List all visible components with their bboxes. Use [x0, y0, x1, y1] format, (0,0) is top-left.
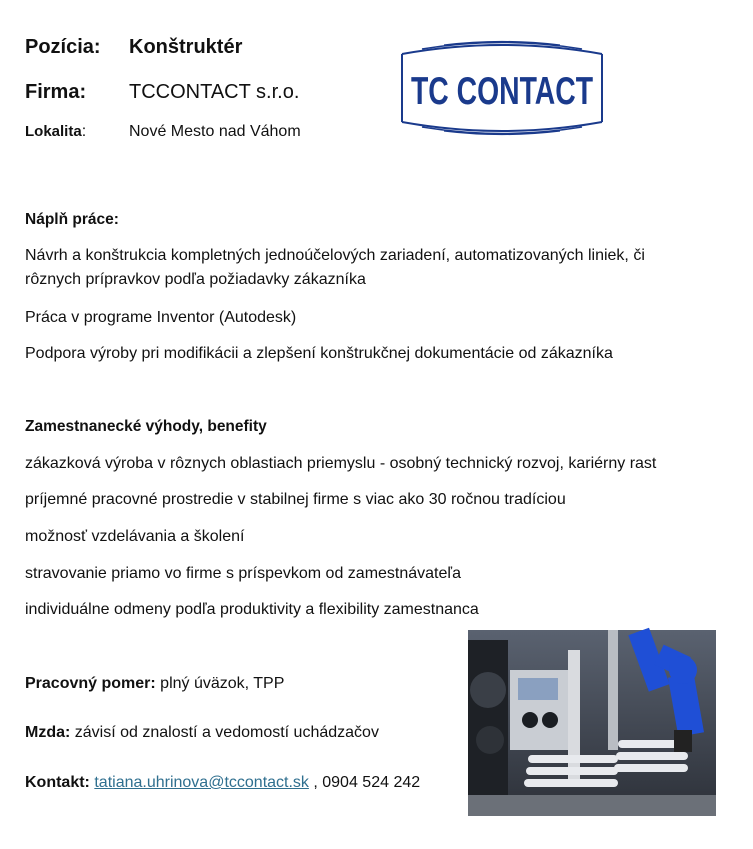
employment-label: Pracovný pomer:: [25, 675, 156, 692]
location-colon: :: [81, 123, 87, 140]
benefit-item: stravovanie priamo vo firme s príspevkom od zamestnávateľa: [25, 565, 461, 582]
job-item: Práca v programe Inventor (Autodesk): [25, 309, 297, 326]
contact-email-link[interactable]: tatiana.uhrinova@tccontact.sk: [94, 774, 309, 791]
company-label: Firma:: [25, 81, 87, 103]
company-logo: [400, 40, 604, 136]
employment-row: [25, 672, 284, 696]
location-value: Nové Mesto nad Váhom: [129, 123, 301, 140]
job-item: rôznych prípravkov podľa požiadavky zákazníka: [25, 271, 366, 288]
position-label: Pozícia:: [25, 36, 101, 58]
benefit-item: možnosť vzdelávania a školení: [25, 528, 245, 545]
employment-value: plný úväzok, TPP: [155, 675, 285, 692]
benefit-item: príjemné pracovné prostredie v stabilnej firme s viac ako 30 ročnou tradíciou: [25, 491, 566, 508]
position-value: Konštruktér: [129, 36, 243, 58]
contact-row: [25, 771, 420, 795]
location-row: [25, 123, 86, 141]
company-value: TCCONTACT s.r.o.: [129, 81, 300, 103]
benefit-item: zákazková výroba v rôznych oblastiach priemyslu - osobný technický rozvoj, kariérny rast: [25, 455, 657, 472]
logo-text: TC CONTACT: [411, 70, 594, 113]
location-label: Lokalita: [25, 123, 82, 140]
contact-label: Kontakt:: [25, 774, 90, 791]
benefits-title: Zamestnanecké výhody, benefity: [25, 418, 267, 435]
salary-label: Mzda:: [25, 724, 71, 741]
job-title: Náplň práce:: [25, 211, 119, 228]
salary-row: [25, 721, 379, 745]
production-photo: [468, 630, 716, 816]
job-item: Návrh a konštrukcia kompletných jednoúčelových zariadení, automatizovaných liniek, či: [25, 247, 645, 264]
contact-phone: , 0904 524 242: [308, 774, 421, 791]
job-item: Podpora výroby pri modifikácii a zlepšení konštrukčnej dokumentácie od zákazníka: [25, 345, 613, 362]
salary-value: závisí od znalostí a vedomostí uchádzačov: [70, 724, 379, 741]
benefit-item: individuálne odmeny podľa produktivity a flexibility zamestnanca: [25, 601, 479, 618]
